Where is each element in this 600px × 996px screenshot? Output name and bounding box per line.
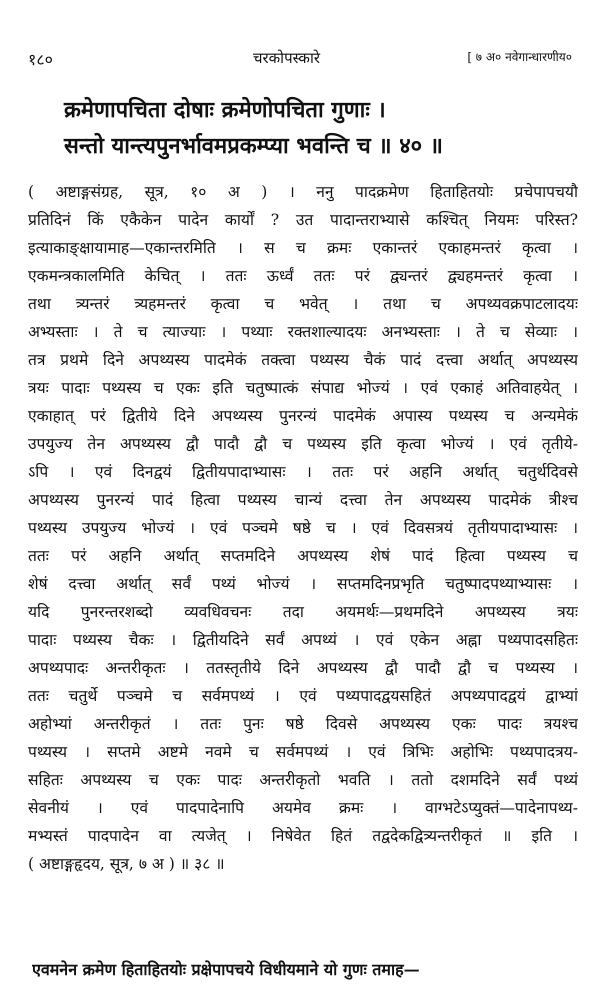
page-number: १८० [28, 50, 53, 69]
commentary-line: अपथ्यस्य पुनरन्यं पादं हित्वा पथ्यस्य चान्यं दत्त्वा तेन अपथ्यस्य पादमेकं त्रीश्च [28, 491, 578, 509]
closing-line: एवमनेन क्रमेण हिताहितयोः प्रक्षेपापचये विधीयमाने यो गुणः तमाह— [32, 960, 420, 979]
commentary-line: त्रयः पादाः पथ्यस्य च एकः इति चतुष्पात्कं संपाद्य भोज्यं । एवं एकाहं अतिवाहयेत् । [28, 379, 578, 397]
commentary-line: मभ्यस्तं पादपादेन वा त्यजेत् । निषेवेत हितं तद्वदेकद्वित्र्यन्तरीकृतं ॥ इति । [28, 827, 578, 845]
commentary-line: पथ्यस्य उपयुज्य भोज्यं । एवं पञ्चमे षष्ठे च । एवं दिवसत्रयं तृतीयपादाभ्यासः । [28, 519, 578, 537]
chapter-reference: [ ७ अ० नवेगान्धारणीय० [467, 50, 572, 64]
commentary-line: ततः परं अहनि अर्थात् सप्तमदिने अपथ्यस्य शेषं पादं हित्वा पथ्यस्य च [28, 547, 578, 565]
commentary-line: अभ्यस्ताः । ते च त्याज्याः । पथ्याः रक्तशाल्यादयः अनभ्यस्ताः । ते च सेव्याः । [28, 323, 578, 341]
page-header [28, 48, 572, 72]
commentary-line: उपयुज्य तेन अपथ्यस्य द्वौ पादौ द्वौ च पथ्यस्य इति कृत्वा भोज्यं । एवं तृतीये- [28, 435, 578, 453]
commentary-line: यदि पुनरन्तरशब्दो व्यवधिवचनः तदा अयमर्थः—प्रथमदिने अपथ्यस्य त्रयः [28, 603, 578, 621]
commentary-line: प्रतिदिनं किं एकैकेन पादेन कार्यों ? उत पादान्तराभ्यासे कश्चित् नियमः परिस्त? [28, 211, 578, 229]
commentary-line: अपथ्यपादः अन्तरीकृतः । ततस्तृतीये दिने अपथ्यस्य द्वौ पादौ द्वौ च पथ्यस्य । [28, 659, 578, 677]
commentary-line: ( अष्टाङ्गहृदय, सूत्र, ७ अ ) ॥ ३८ ॥ [28, 855, 225, 873]
commentary-block [28, 178, 578, 878]
commentary-line: ततः चतुर्थे पञ्चमे च सर्वमपथ्यं । एवं पथ्यपादद्वयसहितं अपथ्यपादद्वयं द्वाभ्यां [28, 687, 578, 705]
commentary-line: सेवनीयं । एवं पादपादेनापि अयमेव क्रमः । वाग्भटेऽप्युक्तं—पादेनापथ्य- [28, 799, 578, 817]
commentary-line: सहितः अपथ्यस्य च एकः पादः अन्तरीकृतो भवति । ततो दशमदिने सर्वं पथ्यं [28, 771, 578, 789]
verse-line: क्रमेणापचिता दोषाः क्रमेणोपचिता गुणाः । [64, 97, 386, 123]
commentary-line: इत्याकाङ्क्षायामाह—एकान्तरमिति । स च क्रमः एकान्तरं एकाहमन्तरं कृत्वा । [28, 239, 578, 257]
commentary-line: एकाहात् परं द्वितीये दिने अपथ्यस्य पुनरन्यं पादमेकं अपास्य पथ्यस्य च अन्यमेकं [28, 407, 578, 425]
commentary-line: पादाः पथ्यस्य चैकः । द्वितीयदिने सर्वं अपथ्यं । एवं एकेन अह्ना पथ्यपादसहितः [28, 631, 578, 649]
commentary-line: अहोभ्यां अन्तरीकृतं । ततः पुनः षष्ठे दिवसे अपथ्यस्य एकः पादः त्रयश्च [28, 715, 578, 733]
commentary-line: पथ्यस्य । सप्तमे अष्टमे नवमे च सर्वमपथ्यं । एवं त्रिभिः अहोभिः पथ्यपादत्रय- [28, 743, 578, 761]
commentary-line: ऽपि । एवं दिनद्वयं द्वितीयपादाभ्यासः । ततः परं अहनि अर्थात् चतुर्थदिवसे [28, 463, 578, 481]
verse-line: सन्तो यान्त्यपुनर्भावमप्रकम्प्या भवन्ति च ॥ ४० ॥ [64, 133, 443, 159]
commentary-line: शेषं दत्त्वा अर्थात् सर्वं पथ्यं भोज्यं । सप्तमदिनप्रभृति चतुष्पादपथ्याभ्यासः । [28, 575, 578, 593]
commentary-line: तत्र प्रथमे दिने अपथ्यस्य पादमेकं तक्त्वा पथ्यस्य चैकं पादं दत्त्वा अर्थात् अपथ्यस्य [28, 351, 578, 369]
verse-block [64, 92, 576, 164]
commentary-line: एकमन्त्रकालमिति केचित् । ततः ऊर्ध्वं ततः परं द्व्यन्तरं द्व्यहमन्तरं कृत्वा । [28, 267, 578, 285]
running-title: चरकोपस्कारे [253, 49, 320, 67]
commentary-line: तथा त्र्यन्तरं त्र्यहमन्तरं कृत्वा च भवेत् । तथा च अपथ्यवक्रपाटलादयः [28, 295, 578, 313]
commentary-line: ( अष्टाङ्गसंग्रह, सूत्र, १० अ ) । ननु पादक्रमेण हिताहितयोः प्रचेपापचयौ [28, 183, 578, 201]
